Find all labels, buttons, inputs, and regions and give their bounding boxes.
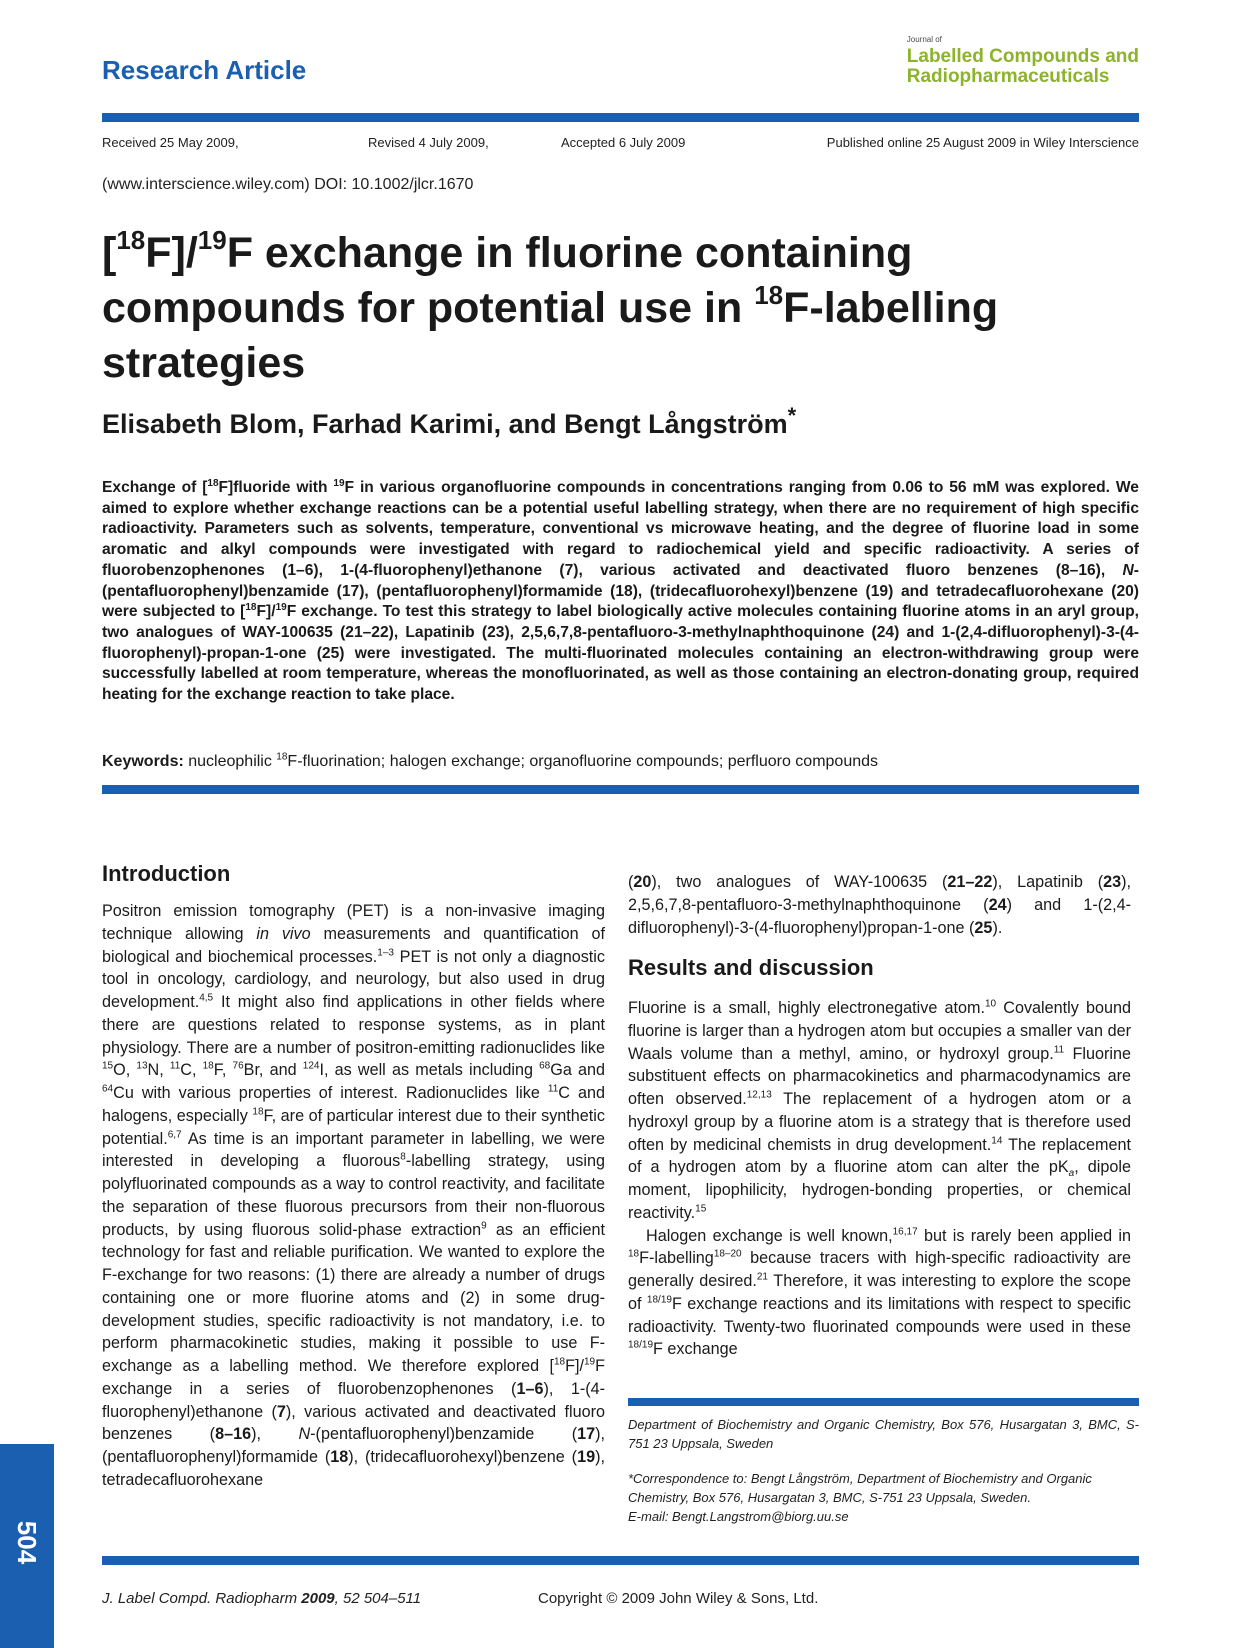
intro-heading: Introduction <box>102 861 231 886</box>
doi-line: (www.interscience.wiley.com) DOI: 10.1002/jlcr.1670 <box>102 176 474 193</box>
date-revised: Revised 4 July 2009, <box>368 135 489 150</box>
date-accepted: Accepted 6 July 2009 <box>561 135 686 150</box>
header-divider <box>102 113 1139 122</box>
journal-logo <box>907 36 1139 87</box>
copyright: Copyright © 2009 John Wiley & Sons, Ltd. <box>538 1590 819 1607</box>
footer-divider <box>102 1556 1139 1565</box>
results-text: Fluorine is a small, highly electronegative atom.$^{10}$ Covalently bound fluorine is larger than a hydrogen atom but occupies a smaller van der Waals volume than a methyl, amino, or hydroxyl group.$^{11}$ Fluorine substituent effects on pharmacokinetics and pharmacodynamics are often observed.$^{12,13}$ The replacement of a hydrogen atom or a hydroxyl group by a fluorine atom is a strategy that is therefore used often by medicinal chemists in drug development.$^{14}$ The replacement of a hydrogen atom by a fluorine atom can alter the $pK_a$, dipole moment, lipophilicity, hydrogen-bonding properties, or chemical reactivity.$^{15}$ Halogen exchange is well known,$^{16,17}$ but is rarely been applied in $^{18}$F-labelling$^{18-20}$ because tracers with high-specific radioactivity are generally desired.$^{21}$ Therefore, it was interesting to explore the scope of $^{18/19}$F exchange reactions and its limitations with respect to specific radioactivity. Twenty-two fluorinated compounds were used in these $^{18/19}$F exchange <box>628 998 1132 1359</box>
journal-citation: J. Label Compd. Radiopharm 2009, 52 504–511 <box>102 1590 422 1607</box>
keywords: Keywords: nucleophilic $^{18}$F-fluorination; halogen exchange; organofluorine compounds; perfluoro compounds <box>102 751 879 770</box>
journal-logo-line2: Radiopharmaceuticals <box>906 66 1110 87</box>
correspondence <box>628 1469 1139 1526</box>
intro-continuation: (20), two analogues of WAY-100635 (21–22), Lapatinib (23), 2,5,6,7,8-pentafluoro-3-methylnaphthoquinone (24) and 1-(2,4-difluorophenyl)-3-(4-fluorophenyl)propan-1-one (25). <box>628 873 1132 937</box>
correspondence-text: *Correspondence to: Bengt Långström, Department of Biochemistry and Organic Chemistry, Box 576, Husargatan 3, BMC, S-751 23 Uppsala, Sweden. <box>628 1471 1092 1505</box>
intro-text: Positron emission tomography (PET) is a non-invasive imaging technique allowing in vivo measurements and quantification of biological and biochemical processes.$^{1-3}$ PET is not only a diagnostic tool in oncology, cardiology, and neurology, but also used in drug development.$^{4,5}$ It might also find applications in other fields where there are questions related to response systems, as in plant physiology. There are a number of positron-emitting radionuclides like $^{15}$O, $^{13}$N, $^{11}$C, $^{18}$F, $^{76}$Br, and $^{124}$I, as well as metals including $^{68}$Ga and $^{64}$Cu with various properties of interest. Radionuclides like $^{11}$C and halogens, especially $^{18}$F, are of particular interest due to their synthetic potential.$^{6,7}$ As time is an important parameter in labelling, we were interested in developing a fluorous$^8$-labelling strategy, using polyfluorinated compounds as a way to control reactivity, and facilitate the separation of these fluorous precursors from their non-fluorous products, by using fluorous solid-phase extraction$^9$ as an efficient technology for fast and reliable purification. We wanted to explore the F-exchange for two reasons: (1) there are already a number of drugs containing one or more fluorine atoms and (2) in some drug-development studies, specific radioactivity is not mandatory, i.e. to perform pharmacokinetic studies, making it possible to use F-exchange as a labelling method. We therefore explored [$^{18}$F]/$^{19}$F exchange in a series of fluorobenzophenones (1–6), 1-(4-fluorophenyl)ethanone (7), various activated and deactivated fluoro benzenes (8–16), N-(pentafluorophenyl)benzamide (17), (pentafluorophenyl)formamide (18), (tridecafluorohexyl)benzene (19), tetradecafluorohexane <box>102 902 606 1489</box>
journal-logo-line1: Labelled Compounds and <box>906 46 1139 67</box>
authors: Elisabeth Blom, Farhad Karimi, and Bengt Långström* <box>102 403 797 439</box>
date-published: Published online 25 August 2009 in Wiley Interscience <box>826 135 1139 150</box>
abstract-divider <box>102 785 1139 794</box>
journal-logo-small: Journal of <box>906 35 942 44</box>
keywords-label: Keywords: <box>102 753 184 770</box>
footnote-divider <box>628 1398 1139 1406</box>
article-title: [$^{18}$F]/$^{19}$F exchange in fluorine containing compounds for potential use in $^{18}$F-labelling strategies <box>102 225 999 387</box>
section-label: Research Article <box>102 55 307 85</box>
abstract: Exchange of [$^{18}$F]fluoride with $^{19}$F in various organofluorine compounds in concentrations ranging from 0.06 to 56 mM was explored. We aimed to explore whether exchange reactions can be a potential useful labelling strategy, when there are no requirement of high specific radioactivity. Parameters such as solvents, temperature, conventional vs microwave heating, and the degree of fluorine load in some aromatic and alkyl compounds were investigated with regard to radiochemical yield and specific radioactivity. A series of fluorobenzophenones (1–6), 1-(4-fluorophenyl)ethanone (7), various activated and deactivated fluoro benzenes (8–16), N-(pentafluorophenyl)benzamide (17), (pentafluorophenyl)formamide (18), (tridecafluorohexyl)benzene (19) and tetradecafluorohexane (20) were subjected to [$^{18}$F]/$^{19}$F exchange. To test this strategy to label biologically active molecules containing fluorine atoms in an aryl group, two analogues of WAY-100635 (21–22), Lapatinib (23), 2,5,6,7,8-pentafluoro-3-methylnaphthoquinone (24) and 1-(2,4-difluorophenyl)-3-(4-fluorophenyl)-propan-1-one (25) were investigated. The multi-fluorinated molecules containing an electron-withdrawing group were successfully labelled at room temperature, whereas the monofluorinated, as well as those containing an electron-donating group, required heating for the exchange reaction to take place. <box>102 477 1139 704</box>
affiliation: Department of Biochemistry and Organic Chemistry, Box 576, Husargatan 3, BMC, S-751 23 Uppsala, Sweden <box>628 1417 1139 1451</box>
page-number: 504 <box>12 1520 43 1564</box>
email: E-mail: Bengt.Langstrom@biorg.uu.se <box>628 1509 849 1524</box>
date-received: Received 25 May 2009, <box>102 135 239 150</box>
results-heading: Results and discussion <box>628 955 874 980</box>
